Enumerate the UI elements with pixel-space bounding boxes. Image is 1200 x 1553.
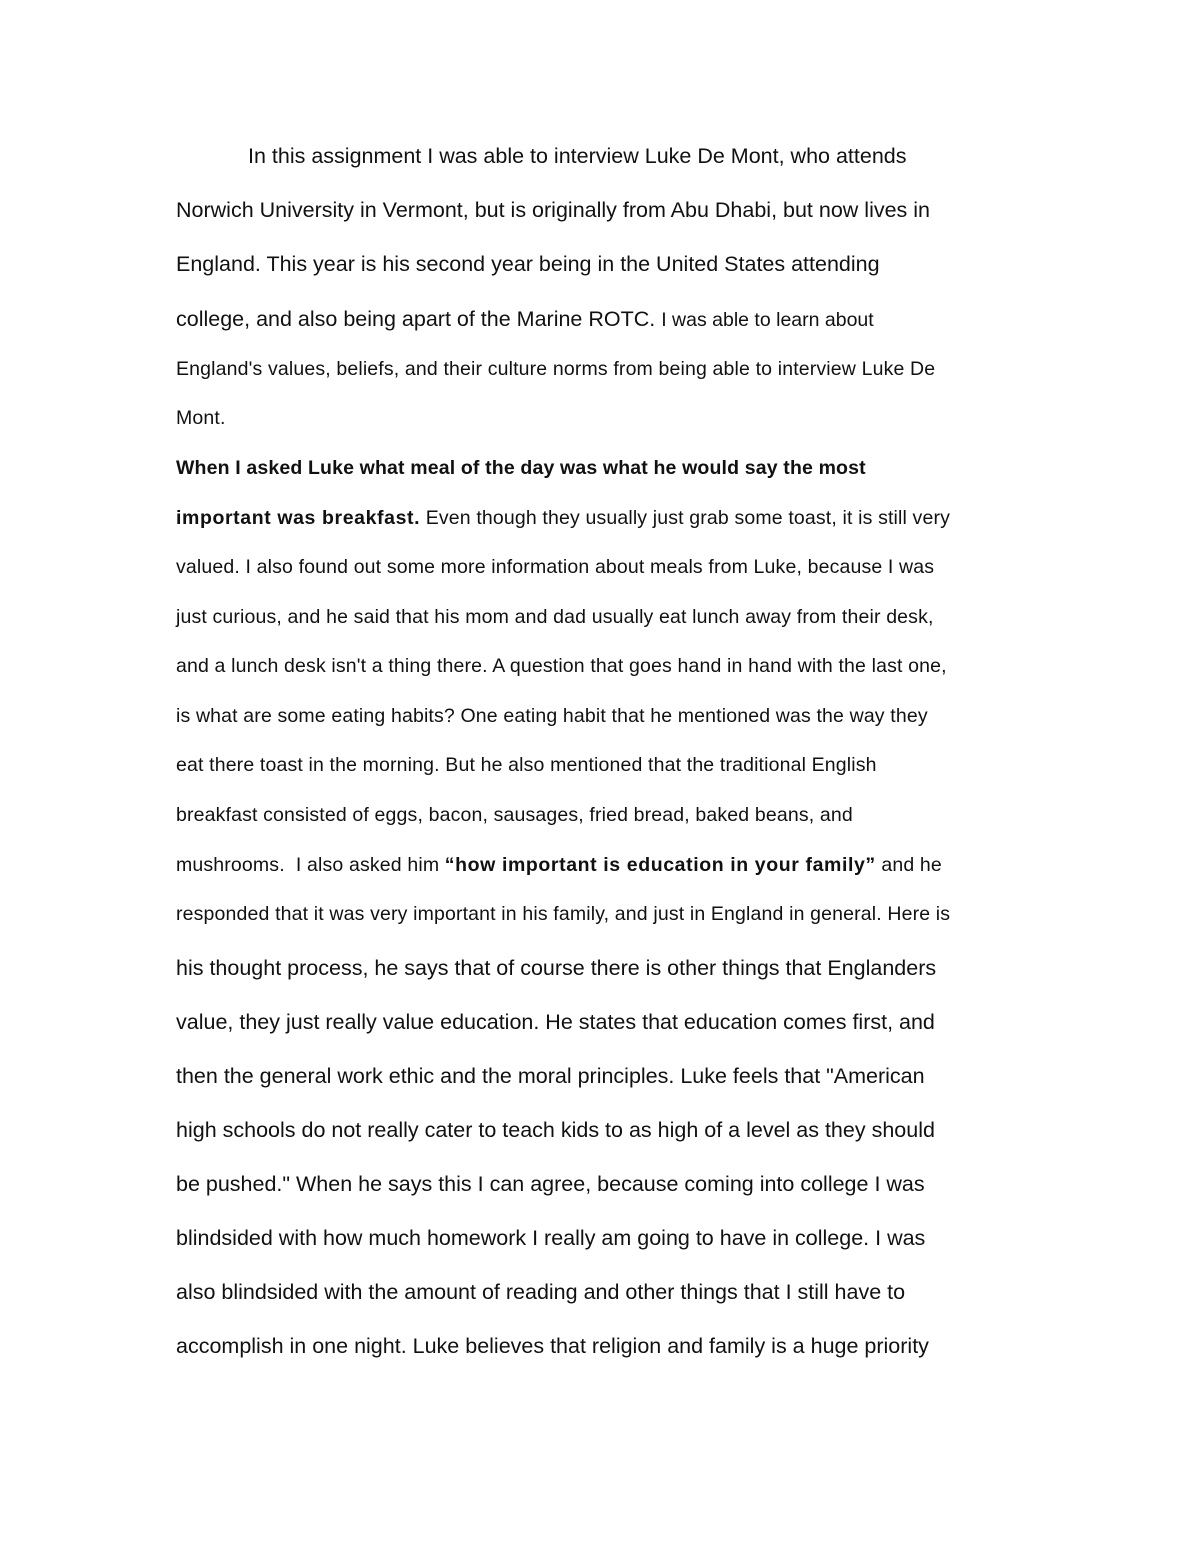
paragraph-line: In this assignment I was able to interview Luke De Mont, who attends <box>248 144 907 168</box>
paragraph-line: just curious, and he said that his mom and dad usually eat lunch away from their desk, <box>176 606 934 628</box>
line-segment: and he <box>875 854 942 876</box>
paragraph-line: high schools do not really cater to teach kids to as high of a level as they should <box>176 1118 935 1142</box>
line-segment: mushrooms. I also asked him <box>176 854 445 876</box>
paragraph-line: England. This year is his second year being in the United States attending <box>176 252 880 276</box>
paragraph-line: England's values, beliefs, and their culture norms from being able to interview Luke De <box>176 358 936 380</box>
paragraph-line <box>176 505 950 531</box>
bold-question-line: When I asked Luke what meal of the day was what he would say the most <box>176 457 866 479</box>
paragraph-line: is what are some eating habits? One eating habit that he mentioned was the way they <box>176 705 928 727</box>
line-segment: Even though they usually just grab some toast, it is still very <box>420 507 950 529</box>
paragraph-line: then the general work ethic and the moral principles. Luke feels that "American <box>176 1064 925 1088</box>
paragraph-line: accomplish in one night. Luke believes that religion and family is a huge priority <box>176 1334 929 1358</box>
paragraph-line: breakfast consisted of eggs, bacon, sausages, fried bread, baked beans, and <box>176 804 853 826</box>
paragraph-line <box>176 306 874 333</box>
paragraph-line: eat there toast in the morning. But he also mentioned that the traditional English <box>176 754 877 776</box>
paragraph-line: Norwich University in Vermont, but is originally from Abu Dhabi, but now lives in <box>176 198 931 222</box>
paragraph-line: and a lunch desk isn't a thing there. A question that goes hand in hand with the last one, <box>176 655 947 677</box>
paragraph-line: his thought process, he says that of course there is other things that Englanders <box>176 956 937 980</box>
paragraph-line: be pushed." When he says this I can agree, because coming into college I was <box>176 1172 925 1196</box>
paragraph-line: Mont. <box>176 407 226 429</box>
bold-question-segment: “how important is education in your family” <box>444 854 876 876</box>
paragraph-line: value, they just really value education. He states that education comes first, and <box>176 1010 935 1034</box>
line-segment: I was able to learn about <box>661 309 874 331</box>
paragraph-line: valued. I also found out some more information about meals from Luke, because I was <box>176 556 935 578</box>
bold-question-segment: important was breakfast. <box>176 507 421 529</box>
paragraph-line: also blindsided with the amount of reading and other things that I still have to <box>176 1280 906 1304</box>
paragraph-line <box>176 852 942 878</box>
line-segment: college, and also being apart of the Marine ROTC. <box>176 307 662 331</box>
paragraph-line: blindsided with how much homework I really am going to have in college. I was <box>176 1226 926 1250</box>
paragraph-line: responded that it was very important in his family, and just in England in general. Here is <box>176 903 951 925</box>
